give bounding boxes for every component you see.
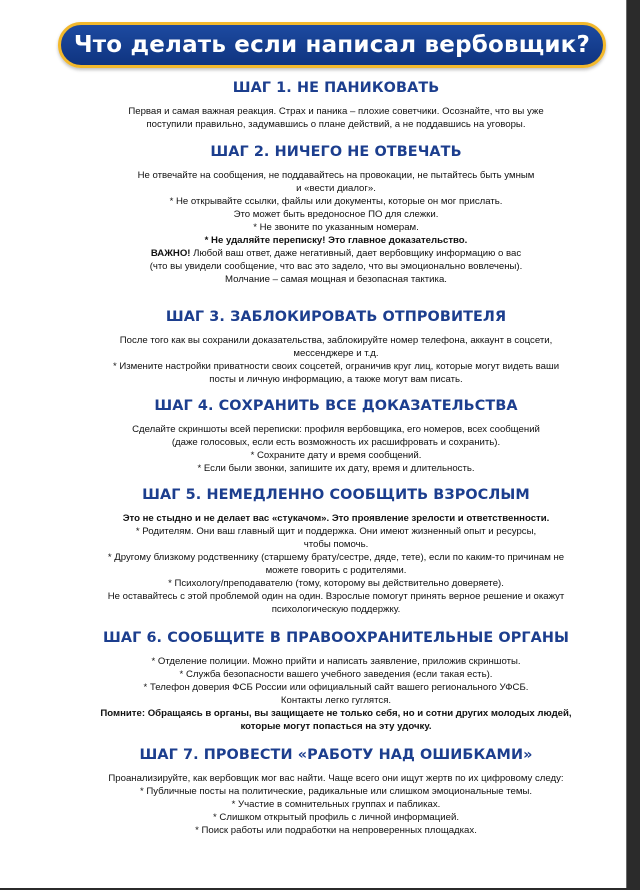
text-line xyxy=(60,694,612,707)
line-text: * Слишком открытый профиль с личной информацией. xyxy=(213,812,459,823)
line-text: Молчание – самая мощная и безопасная тактика. xyxy=(225,274,447,285)
text-line xyxy=(60,347,612,360)
line-text: Любой ваш ответ, даже негативный, дает вербовщику информацию о вас xyxy=(190,248,522,259)
text-line xyxy=(60,334,612,347)
line-text: После того как вы сохранили доказательства, заблокируйте номер телефона, аккаунт в соцсети, xyxy=(119,335,553,346)
text-line xyxy=(60,118,612,131)
bullet-line xyxy=(60,655,612,668)
text-line xyxy=(60,182,612,195)
step-body xyxy=(60,772,612,837)
bullet-line xyxy=(60,525,612,538)
line-text: Не отвечайте на сообщения, не поддавайтесь на провокации, не пытайтесь быть умным xyxy=(137,170,535,181)
step-body xyxy=(60,423,612,475)
line-text: Сделайте скриншоты всей переписки: профиля вербовщика, его номеров, всех сообщений xyxy=(132,424,540,435)
line-text: можете говорить с родителями. xyxy=(265,565,407,576)
text-line xyxy=(60,260,612,273)
bullet-line xyxy=(60,551,612,564)
text-line xyxy=(60,772,612,785)
line-text: Помните: Обращаясь в органы, вы защищаете не только себя, но и сотни других молодых людей, xyxy=(100,708,572,719)
step-4 xyxy=(60,398,612,475)
line-text: * Другому близкому родственнику (старшему брату/сестре, дяде, тете), если по каким-то причинам не xyxy=(107,552,565,563)
line-text: * Служба безопасности вашего учебного заведения (если такая есть). xyxy=(179,669,493,680)
bullet-line xyxy=(60,785,612,798)
bullet-line xyxy=(60,195,612,208)
line-text: * Не открывайте ссылки, файлы или документы, которые он мог прислать. xyxy=(169,196,503,207)
bullet-line xyxy=(60,221,612,234)
line-text: психологическую поддержку. xyxy=(271,604,401,615)
text-line xyxy=(60,105,612,118)
text-line xyxy=(60,169,612,182)
line-text: * Сохраните дату и время сообщений. xyxy=(250,450,422,461)
step-body xyxy=(60,334,612,386)
line-text: * Если были звонки, запишите их дату, время и длительность. xyxy=(197,463,475,474)
bullet-line xyxy=(60,798,612,811)
line-text: Проанализируйте, как вербовщик мог вас найти. Чаще всего они ищут жертв по их цифровому следу: xyxy=(108,773,564,784)
line-text: * Психологу/преподавателю (тому, которому вы действительно доверяете). xyxy=(168,578,504,589)
line-text: Контакты легко гуглятся. xyxy=(280,695,392,706)
line-text: Это может быть вредоносное ПО для слежки. xyxy=(233,209,439,220)
bullet-line xyxy=(60,668,612,681)
line-text: * Поиск работы или подработки на непроверенных площадках. xyxy=(195,825,477,836)
line-text: * Отделение полиции. Можно прийти и написать заявление, приложив скриншоты. xyxy=(151,656,521,667)
line-text: мессенджере и т.д. xyxy=(293,348,379,359)
step-body xyxy=(60,512,612,616)
bullet-line xyxy=(60,577,612,590)
text-line xyxy=(60,512,612,525)
line-text: * Родителям. Они ваш главный щит и поддержка. Они имеют жизненный опыт и ресурсы, xyxy=(135,526,537,537)
page-title: Что делать если написал вербовщик? xyxy=(73,32,591,58)
line-text: * Участие в сомнительных группах и пабликах. xyxy=(231,799,441,810)
step-2 xyxy=(60,144,612,286)
text-line xyxy=(60,423,612,436)
title-banner xyxy=(58,22,606,68)
line-text: чтобы помочь. xyxy=(303,539,369,550)
text-line xyxy=(60,373,612,386)
line-text: * Публичные посты на политические, радикальные или слишком эмоциональные темы. xyxy=(139,786,533,797)
text-line xyxy=(60,208,612,221)
line-text: Это не стыдно и не делает вас «стукачом». Это проявление зрелости и ответственности. xyxy=(122,513,550,524)
bullet-line xyxy=(60,824,612,837)
step-heading: ШАГ 6. СООБЩИТЕ В ПРАВООХРАНИТЕЛЬНЫЕ ОРГАНЫ xyxy=(102,630,570,646)
text-line xyxy=(60,603,612,616)
text-line xyxy=(60,564,612,577)
step-heading: ШАГ 7. ПРОВЕСТИ «РАБОТУ НАД ОШИБКАМИ» xyxy=(139,747,533,763)
bullet-line xyxy=(60,449,612,462)
step-5 xyxy=(60,487,612,616)
text-line xyxy=(60,247,612,260)
step-body xyxy=(60,169,612,286)
line-text: поступили правильно, задумавшись о плане действий, а не поддавшись на уговоры. xyxy=(146,119,526,130)
line-text: * Не звоните по указанным номерам. xyxy=(253,222,419,233)
bullet-line xyxy=(60,360,612,373)
step-heading: ШАГ 5. НЕМЕДЛЕННО СООБЩИТЬ ВЗРОСЛЫМ xyxy=(142,487,530,503)
line-text: Не оставайтесь с этой проблемой один на один. Взрослые помогут принять верное решение и окажут xyxy=(107,591,565,602)
step-heading: ШАГ 1. НЕ ПАНИКОВАТЬ xyxy=(232,80,440,96)
step-body xyxy=(60,655,612,733)
step-heading: ШАГ 4. СОХРАНИТЬ ВСЕ ДОКАЗАТЕЛЬСТВА xyxy=(154,398,518,414)
step-body xyxy=(60,105,612,131)
step-7 xyxy=(60,747,612,837)
text-line xyxy=(60,720,612,733)
text-line xyxy=(60,436,612,449)
bullet-line xyxy=(60,811,612,824)
step-heading: ШАГ 3. ЗАБЛОКИРОВАТЬ ОТПРОВИТЕЛЯ xyxy=(165,309,507,325)
line-text: * Телефон доверия ФСБ России или официальный сайт вашего регионального УФСБ. xyxy=(143,682,529,693)
line-text: (даже голосовых, если есть возможность их расшифровать и сохранить). xyxy=(171,437,501,448)
text-line xyxy=(60,538,612,551)
line-text: (что вы увидели сообщение, что вас это задело, что вы эмоционально вовлечены). xyxy=(149,261,523,272)
text-line xyxy=(60,707,612,720)
line-text: * Измените настройки приватности своих соцсетей, ограничив круг лиц, которые могут видеть ваши xyxy=(112,361,560,372)
text-line xyxy=(60,590,612,603)
text-line xyxy=(60,273,612,286)
step-6 xyxy=(60,630,612,733)
line-text: Первая и самая важная реакция. Страх и паника – плохие советчики. Осознайте, что вы уже xyxy=(128,106,544,117)
steps-container xyxy=(60,80,612,837)
bullet-line xyxy=(60,681,612,694)
step-heading: ШАГ 2. НИЧЕГО НЕ ОТВЕЧАТЬ xyxy=(210,144,462,160)
line-text: которые могут попасться на эту удочку. xyxy=(240,721,432,732)
emphasis-label: ВАЖНО! xyxy=(150,248,191,259)
bullet-line xyxy=(60,234,612,247)
line-text: посты и личную информацию, а также могут вам писать. xyxy=(209,374,463,385)
step-3 xyxy=(60,309,612,386)
line-text: и «вести диалог». xyxy=(296,183,376,194)
step-1 xyxy=(60,80,612,131)
bullet-line xyxy=(60,462,612,475)
line-text: * Не удаляйте переписку! Это главное доказательство. xyxy=(204,235,468,246)
